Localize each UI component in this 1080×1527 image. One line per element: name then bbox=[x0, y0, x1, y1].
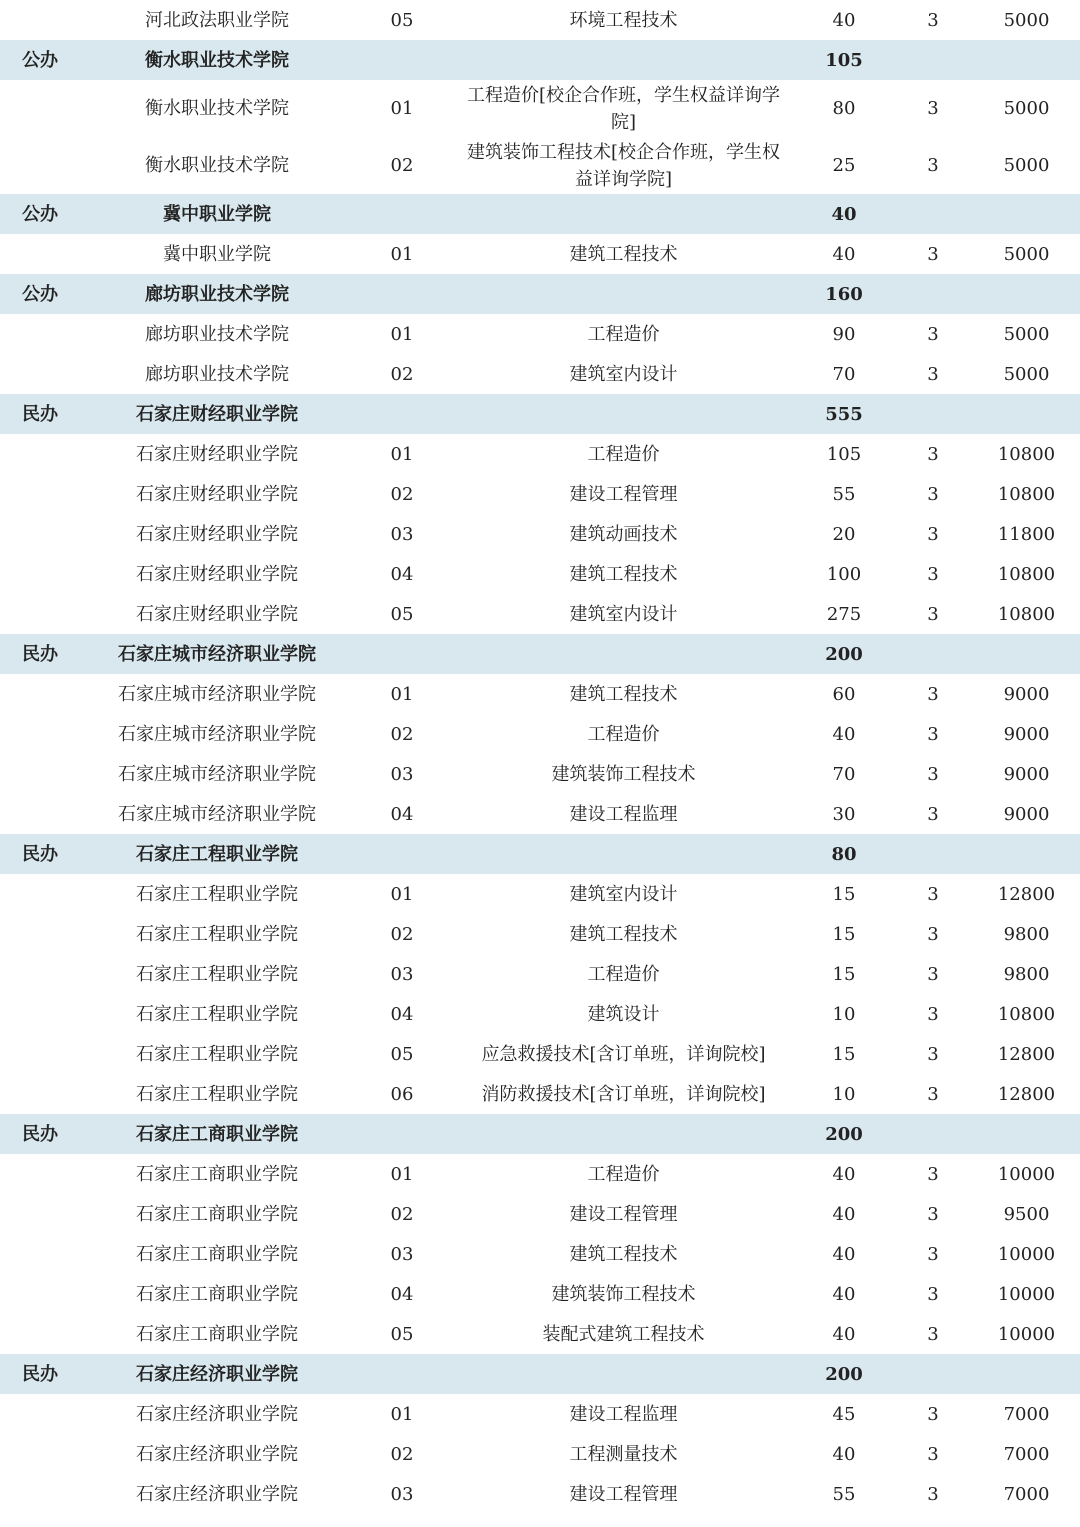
school-cell: 石家庄财经职业学院 bbox=[136, 563, 298, 585]
school-cell: 石家庄工程职业学院 bbox=[136, 1003, 298, 1025]
count-cell: 40 bbox=[832, 1163, 856, 1185]
school-group-row bbox=[0, 40, 1080, 80]
school-cell: 石家庄财经职业学院 bbox=[136, 443, 298, 465]
years-cell: 3 bbox=[927, 363, 939, 385]
code-cell: 02 bbox=[390, 155, 414, 176]
major-cell: 建筑室内设计 bbox=[569, 363, 678, 385]
table-row bbox=[0, 434, 1080, 474]
school-cell: 衡水职业技术学院 bbox=[145, 98, 289, 119]
table-row bbox=[0, 1074, 1080, 1114]
table-row bbox=[0, 874, 1080, 914]
school-group-row bbox=[0, 1114, 1080, 1154]
code-cell: 02 bbox=[390, 483, 414, 505]
code-cell: 03 bbox=[390, 763, 414, 785]
count-cell: 40 bbox=[832, 1243, 856, 1265]
years-cell: 3 bbox=[927, 98, 939, 119]
table-row bbox=[0, 674, 1080, 714]
fee-cell: 9500 bbox=[1003, 1203, 1050, 1225]
count-cell: 200 bbox=[825, 1363, 863, 1385]
type-cell: 民办 bbox=[22, 643, 58, 665]
code-cell: 04 bbox=[390, 563, 414, 585]
school-group-row bbox=[0, 1354, 1080, 1394]
school-group-row bbox=[0, 834, 1080, 874]
fee-cell: 10800 bbox=[997, 483, 1056, 505]
years-cell: 3 bbox=[927, 1043, 939, 1065]
school-cell: 石家庄工商职业学院 bbox=[136, 1283, 298, 1305]
school-cell: 廊坊职业技术学院 bbox=[145, 323, 289, 345]
years-cell: 3 bbox=[927, 603, 939, 625]
school-cell: 石家庄工程职业学院 bbox=[136, 963, 298, 985]
years-cell: 3 bbox=[927, 1203, 939, 1225]
code-cell: 05 bbox=[390, 1043, 414, 1065]
major-cell: 工程测量技术 bbox=[569, 1443, 678, 1465]
type-cell: 民办 bbox=[22, 843, 58, 865]
table-row bbox=[0, 554, 1080, 594]
fee-cell: 9000 bbox=[1003, 763, 1050, 785]
years-cell: 3 bbox=[927, 443, 939, 465]
fee-cell: 10800 bbox=[997, 603, 1056, 625]
table-row bbox=[0, 314, 1080, 354]
fee-cell: 10800 bbox=[997, 1003, 1056, 1025]
fee-cell: 5000 bbox=[1003, 243, 1050, 265]
code-cell: 02 bbox=[390, 723, 414, 745]
count-cell: 25 bbox=[832, 155, 856, 176]
count-cell: 60 bbox=[832, 683, 856, 705]
fee-cell: 10000 bbox=[997, 1163, 1056, 1185]
major-cell: 建设工程管理 bbox=[569, 1203, 678, 1225]
school-cell: 石家庄城市经济职业学院 bbox=[118, 683, 316, 705]
major-cell: 建筑室内设计 bbox=[569, 883, 678, 905]
count-cell: 40 bbox=[831, 203, 857, 225]
fee-cell: 7000 bbox=[1003, 1443, 1050, 1465]
count-cell: 200 bbox=[825, 1123, 863, 1145]
major-cell: 工程造价 bbox=[587, 443, 660, 465]
major-cell: 建筑装饰工程技术[校企合作班，学生权益详询学院] bbox=[466, 141, 781, 190]
count-cell: 45 bbox=[832, 1403, 856, 1425]
major-cell: 建筑装饰工程技术 bbox=[551, 763, 696, 785]
code-cell: 01 bbox=[390, 883, 414, 905]
count-cell: 10 bbox=[832, 1003, 856, 1025]
count-cell: 40 bbox=[832, 1203, 856, 1225]
code-cell: 02 bbox=[390, 923, 414, 945]
count-cell: 80 bbox=[832, 98, 856, 119]
table-row bbox=[0, 914, 1080, 954]
count-cell: 20 bbox=[832, 523, 856, 545]
major-cell: 建筑工程技术 bbox=[569, 923, 678, 945]
table-row bbox=[0, 137, 1080, 194]
school-cell: 衡水职业技术学院 bbox=[145, 155, 289, 176]
school-cell: 石家庄工程职业学院 bbox=[136, 1083, 298, 1105]
major-cell: 建筑装饰工程技术 bbox=[551, 1283, 696, 1305]
count-cell: 40 bbox=[832, 1283, 856, 1305]
count-cell: 55 bbox=[832, 1483, 856, 1505]
code-cell: 04 bbox=[390, 1283, 414, 1305]
count-cell: 40 bbox=[832, 1443, 856, 1465]
major-cell: 装配式建筑工程技术 bbox=[542, 1323, 705, 1345]
major-cell: 建设工程管理 bbox=[569, 483, 678, 505]
table-row bbox=[0, 474, 1080, 514]
type-cell: 公办 bbox=[22, 203, 58, 225]
table-row bbox=[0, 1194, 1080, 1234]
years-cell: 3 bbox=[927, 723, 939, 745]
count-cell: 40 bbox=[832, 723, 856, 745]
years-cell: 3 bbox=[927, 563, 939, 585]
school-cell: 石家庄财经职业学院 bbox=[136, 603, 298, 625]
type-cell: 公办 bbox=[22, 283, 58, 305]
major-cell: 工程造价[校企合作班，学生权益详询学院] bbox=[466, 84, 781, 133]
school-cell: 石家庄城市经济职业学院 bbox=[118, 643, 316, 665]
major-cell: 建筑工程技术 bbox=[569, 1243, 678, 1265]
school-cell: 廊坊职业技术学院 bbox=[145, 283, 289, 305]
school-group-row bbox=[0, 194, 1080, 234]
table-row bbox=[0, 1234, 1080, 1274]
major-cell: 建筑工程技术 bbox=[569, 683, 678, 705]
major-cell: 消防救援技术[含订单班，详询院校] bbox=[481, 1083, 766, 1105]
type-cell: 民办 bbox=[22, 403, 58, 425]
years-cell: 3 bbox=[927, 1003, 939, 1025]
count-cell: 100 bbox=[826, 563, 862, 585]
type-cell: 民办 bbox=[22, 1123, 58, 1145]
table-row bbox=[0, 714, 1080, 754]
years-cell: 3 bbox=[927, 155, 939, 176]
fee-cell: 9000 bbox=[1003, 683, 1050, 705]
years-cell: 3 bbox=[927, 1483, 939, 1505]
years-cell: 3 bbox=[927, 883, 939, 905]
count-cell: 15 bbox=[832, 883, 856, 905]
count-cell: 15 bbox=[832, 963, 856, 985]
code-cell: 04 bbox=[390, 1003, 414, 1025]
code-cell: 03 bbox=[390, 523, 414, 545]
table-row bbox=[0, 80, 1080, 137]
major-cell: 建设工程监理 bbox=[569, 803, 678, 825]
count-cell: 105 bbox=[826, 443, 862, 465]
code-cell: 02 bbox=[390, 1203, 414, 1225]
table-row bbox=[0, 234, 1080, 274]
years-cell: 3 bbox=[927, 1283, 939, 1305]
years-cell: 3 bbox=[927, 1163, 939, 1185]
fee-cell: 5000 bbox=[1003, 98, 1050, 119]
fee-cell: 5000 bbox=[1003, 363, 1050, 385]
code-cell: 02 bbox=[390, 1443, 414, 1465]
school-cell: 冀中职业学院 bbox=[163, 243, 271, 265]
major-cell: 建设工程管理 bbox=[569, 1483, 678, 1505]
major-cell: 建筑工程技术 bbox=[569, 563, 678, 585]
school-cell: 石家庄工程职业学院 bbox=[136, 923, 298, 945]
table-row bbox=[0, 514, 1080, 554]
school-cell: 石家庄工商职业学院 bbox=[136, 1203, 298, 1225]
table-row bbox=[0, 0, 1080, 40]
code-cell: 03 bbox=[390, 1243, 414, 1265]
years-cell: 3 bbox=[927, 1083, 939, 1105]
school-group-row bbox=[0, 394, 1080, 434]
code-cell: 01 bbox=[390, 1403, 414, 1425]
count-cell: 30 bbox=[832, 803, 856, 825]
fee-cell: 12800 bbox=[997, 883, 1056, 905]
years-cell: 3 bbox=[927, 1403, 939, 1425]
code-cell: 01 bbox=[390, 1163, 414, 1185]
school-cell: 衡水职业技术学院 bbox=[145, 49, 289, 71]
school-cell: 石家庄财经职业学院 bbox=[136, 403, 298, 425]
code-cell: 02 bbox=[390, 363, 414, 385]
major-cell: 建筑设计 bbox=[587, 1003, 660, 1025]
years-cell: 3 bbox=[927, 483, 939, 505]
fee-cell: 9800 bbox=[1003, 963, 1050, 985]
code-cell: 05 bbox=[390, 9, 414, 31]
count-cell: 105 bbox=[825, 49, 863, 71]
school-cell: 冀中职业学院 bbox=[163, 203, 271, 225]
fee-cell: 10800 bbox=[997, 563, 1056, 585]
count-cell: 10 bbox=[832, 1083, 856, 1105]
table-row bbox=[0, 1314, 1080, 1354]
school-cell: 河北政法职业学院 bbox=[145, 9, 289, 31]
school-cell: 石家庄财经职业学院 bbox=[136, 523, 298, 545]
fee-cell: 5000 bbox=[1003, 155, 1050, 176]
major-cell: 工程造价 bbox=[587, 723, 660, 745]
school-cell: 廊坊职业技术学院 bbox=[145, 363, 289, 385]
school-cell: 石家庄工商职业学院 bbox=[136, 1323, 298, 1345]
fee-cell: 7000 bbox=[1003, 1483, 1050, 1505]
fee-cell: 5000 bbox=[1003, 9, 1050, 31]
school-cell: 石家庄工程职业学院 bbox=[136, 843, 298, 865]
school-cell: 石家庄经济职业学院 bbox=[136, 1403, 298, 1425]
type-cell: 公办 bbox=[22, 49, 58, 71]
major-cell: 环境工程技术 bbox=[569, 9, 678, 31]
count-cell: 90 bbox=[832, 323, 856, 345]
code-cell: 03 bbox=[390, 1483, 414, 1505]
major-cell: 工程造价 bbox=[587, 963, 660, 985]
code-cell: 03 bbox=[390, 963, 414, 985]
fee-cell: 9000 bbox=[1003, 803, 1050, 825]
school-cell: 石家庄经济职业学院 bbox=[136, 1483, 298, 1505]
school-cell: 石家庄经济职业学院 bbox=[136, 1363, 298, 1385]
fee-cell: 5000 bbox=[1003, 323, 1050, 345]
table-row bbox=[0, 1394, 1080, 1434]
fee-cell: 10000 bbox=[997, 1243, 1056, 1265]
table-row bbox=[0, 994, 1080, 1034]
code-cell: 06 bbox=[390, 1083, 414, 1105]
count-cell: 40 bbox=[832, 1323, 856, 1345]
school-cell: 石家庄财经职业学院 bbox=[136, 483, 298, 505]
table-row bbox=[0, 954, 1080, 994]
count-cell: 70 bbox=[832, 763, 856, 785]
school-cell: 石家庄经济职业学院 bbox=[136, 1443, 298, 1465]
years-cell: 3 bbox=[927, 523, 939, 545]
school-cell: 石家庄城市经济职业学院 bbox=[118, 723, 316, 745]
fee-cell: 10800 bbox=[997, 443, 1056, 465]
table-row bbox=[0, 794, 1080, 834]
code-cell: 04 bbox=[390, 803, 414, 825]
years-cell: 3 bbox=[927, 323, 939, 345]
years-cell: 3 bbox=[927, 803, 939, 825]
code-cell: 01 bbox=[390, 98, 414, 119]
major-cell: 工程造价 bbox=[587, 323, 660, 345]
table-row bbox=[0, 1154, 1080, 1194]
school-cell: 石家庄工商职业学院 bbox=[136, 1163, 298, 1185]
school-cell: 石家庄工商职业学院 bbox=[136, 1243, 298, 1265]
code-cell: 01 bbox=[390, 243, 414, 265]
school-cell: 石家庄城市经济职业学院 bbox=[118, 803, 316, 825]
table-row bbox=[0, 1474, 1080, 1514]
count-cell: 200 bbox=[825, 643, 863, 665]
years-cell: 3 bbox=[927, 763, 939, 785]
years-cell: 3 bbox=[927, 683, 939, 705]
years-cell: 3 bbox=[927, 1243, 939, 1265]
fee-cell: 9000 bbox=[1003, 723, 1050, 745]
fee-cell: 12800 bbox=[997, 1083, 1056, 1105]
code-cell: 01 bbox=[390, 323, 414, 345]
major-cell: 工程造价 bbox=[587, 1163, 660, 1185]
code-cell: 01 bbox=[390, 443, 414, 465]
count-cell: 160 bbox=[825, 283, 863, 305]
school-cell: 石家庄工商职业学院 bbox=[136, 1123, 298, 1145]
count-cell: 15 bbox=[832, 923, 856, 945]
years-cell: 3 bbox=[927, 963, 939, 985]
years-cell: 3 bbox=[927, 1443, 939, 1465]
years-cell: 3 bbox=[927, 923, 939, 945]
code-cell: 01 bbox=[390, 683, 414, 705]
major-cell: 建筑工程技术 bbox=[569, 243, 678, 265]
type-cell: 民办 bbox=[22, 1363, 58, 1385]
count-cell: 15 bbox=[832, 1043, 856, 1065]
fee-cell: 9800 bbox=[1003, 923, 1050, 945]
count-cell: 40 bbox=[832, 9, 856, 31]
table-row bbox=[0, 754, 1080, 794]
major-cell: 建设工程监理 bbox=[569, 1403, 678, 1425]
count-cell: 275 bbox=[826, 603, 862, 625]
count-cell: 70 bbox=[832, 363, 856, 385]
count-cell: 55 bbox=[832, 483, 856, 505]
years-cell: 3 bbox=[927, 243, 939, 265]
table-row bbox=[0, 1034, 1080, 1074]
major-cell: 建筑室内设计 bbox=[569, 603, 678, 625]
table-row bbox=[0, 594, 1080, 634]
school-group-row bbox=[0, 634, 1080, 674]
count-cell: 555 bbox=[825, 403, 863, 425]
years-cell: 3 bbox=[927, 1323, 939, 1345]
fee-cell: 10000 bbox=[997, 1323, 1056, 1345]
code-cell: 05 bbox=[390, 603, 414, 625]
major-cell: 应急救援技术[含订单班，详询院校] bbox=[481, 1043, 766, 1065]
fee-cell: 11800 bbox=[997, 523, 1056, 545]
school-group-row bbox=[0, 274, 1080, 314]
table-row bbox=[0, 354, 1080, 394]
fee-cell: 7000 bbox=[1003, 1403, 1050, 1425]
fee-cell: 12800 bbox=[997, 1043, 1056, 1065]
school-cell: 石家庄工程职业学院 bbox=[136, 1043, 298, 1065]
school-cell: 石家庄工程职业学院 bbox=[136, 883, 298, 905]
years-cell: 3 bbox=[927, 9, 939, 31]
major-cell: 建筑动画技术 bbox=[569, 523, 678, 545]
table-row bbox=[0, 1434, 1080, 1474]
code-cell: 05 bbox=[390, 1323, 414, 1345]
table-row bbox=[0, 1274, 1080, 1314]
school-cell: 石家庄城市经济职业学院 bbox=[118, 763, 316, 785]
fee-cell: 10000 bbox=[997, 1283, 1056, 1305]
count-cell: 40 bbox=[832, 243, 856, 265]
count-cell: 80 bbox=[831, 843, 857, 865]
